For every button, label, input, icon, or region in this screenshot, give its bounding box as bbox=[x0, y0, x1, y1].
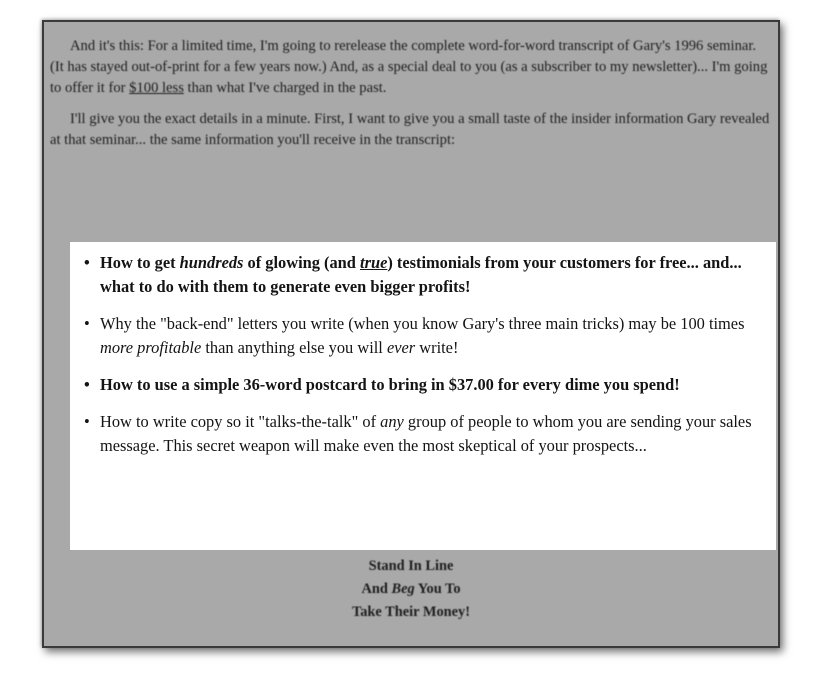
benefit-testimonials: • How to get hundreds of glowing (and true) testimonials from your customers for free... and... what to do with them to generate even bigger profits! bbox=[84, 253, 742, 296]
intro-paragraph-1: And it's this: For a limited time, I'm going to rerelease the complete word-for-word transcript of Gary's 1996 seminar. (It has stayed out-of-print for a few years now.) And, as a special deal to you (as a subscriber to my newsletter)... I'm going to offer it for $100 less than what I've charged in the past. bbox=[50, 38, 768, 96]
bullet-icon: • bbox=[84, 314, 90, 333]
intro-text bbox=[50, 36, 772, 161]
benefits-list bbox=[84, 251, 766, 458]
benefit-back-end-letters: • Why the "back-end" letters you write (when you know Gary's three main tricks) may be 100 times more profitable than anything else you will ever write! bbox=[84, 314, 745, 357]
bullet-icon: • bbox=[84, 375, 90, 394]
benefit-postcard: • How to use a simple 36-word postcard to bring in $37.00 for every dime you spend! bbox=[84, 373, 766, 397]
bullet-icon: • bbox=[84, 253, 90, 272]
closing-headline bbox=[44, 555, 778, 624]
benefits-box bbox=[70, 242, 776, 550]
benefit-talk-the-talk: • How to write copy so it "talks-the-talk" of any group of people to whom you are sending your sales message. This secret weapon will make even the most skeptical of your prospects... bbox=[84, 412, 752, 455]
closing-line-3: Take Their Money! bbox=[351, 604, 471, 620]
sales-letter-panel bbox=[42, 20, 780, 648]
bullet-icon: • bbox=[84, 412, 90, 431]
discount-highlight: $100 less bbox=[129, 80, 184, 96]
closing-line-2: And Beg You To bbox=[361, 581, 461, 597]
closing-line-1: Stand In Line bbox=[368, 558, 454, 574]
intro-paragraph-2: I'll give you the exact details in a minute. First, I want to give you a small taste of the insider information Gary revealed at that seminar... the same information you'll receive in the transcript: bbox=[50, 111, 770, 148]
